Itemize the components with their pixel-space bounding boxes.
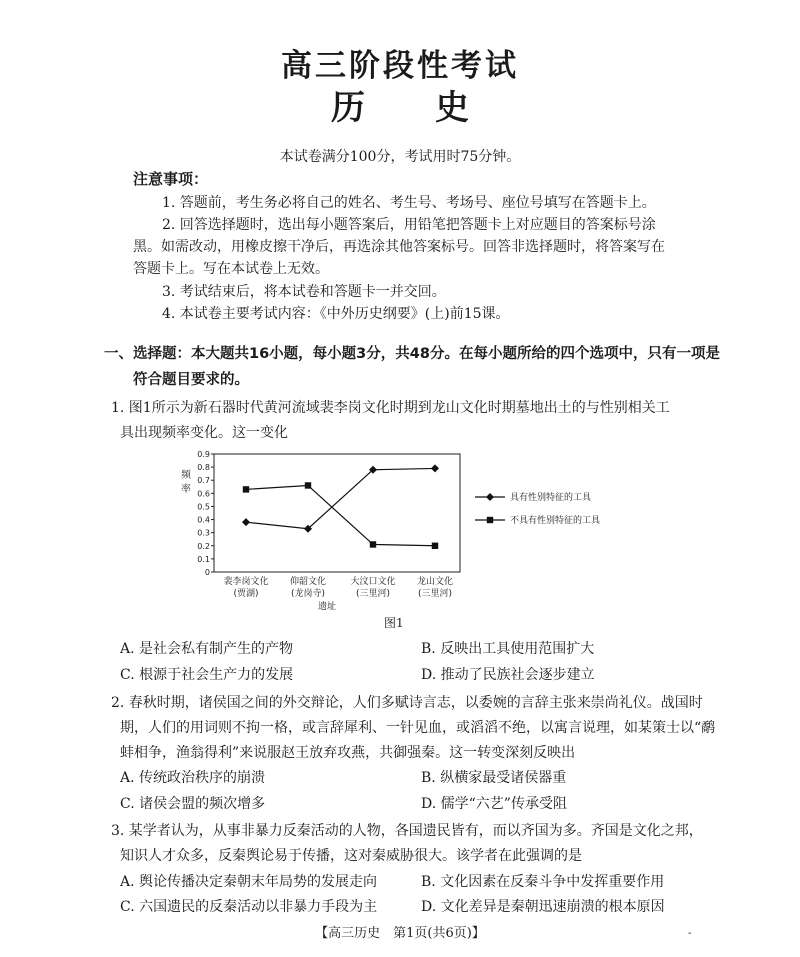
notice-line: 1. 答题前，考生务必将自己的姓名、考生号、考场号、座位号填写在答题卡上。 [162, 195, 656, 211]
legend-label: 具有性别特征的工具 [510, 493, 592, 503]
q2-option-c[interactable]: C. 诸侯会盟的频次增多 [120, 796, 266, 812]
x-tick-label: (三里河) [417, 589, 453, 599]
y-tick-label: 0.4 [197, 515, 210, 525]
subject-char-left: 历 [331, 88, 365, 128]
notice-line: 2. 回答选择题时，选出每小题答案后，用铅笔把答题卡上对应题目的答案标号涂 [162, 217, 656, 233]
question-2-stem: 2. 春秋时期，诸侯国之间的外交辩论，人们多赋诗言志，以委婉的言辞主张来崇尚礼仪。战国时 [111, 695, 703, 711]
question-3-stem: 3. 某学者认为，从事非暴力反秦活动的人物，各国遗民皆有，而以齐国为多。齐国是文化之邦， [111, 823, 703, 839]
question-2-stem: 蚌相争，渔翁得利”来说服赵王放弃攻燕，共御强秦。这一转变深刻反映出 [120, 745, 576, 761]
x-axis-label: 遗址 [317, 602, 337, 612]
figure-caption: 图1 [384, 616, 404, 630]
y-tick-label: 0.9 [197, 450, 210, 459]
q1-option-c[interactable]: C. 根源于社会生产力的发展 [120, 667, 294, 683]
question-2-stem: 期，人们的用词则不拘一格，或言辞犀利、一针见血，或滔滔不绝，以寓言说理，如某策士以“鹬 [120, 720, 716, 736]
y-tick-label: 0.5 [197, 502, 210, 512]
q2-option-b[interactable]: B. 纵横家最受诸侯器重 [421, 770, 567, 786]
section-heading-cont: 符合题目要求的。 [133, 372, 249, 388]
y-tick-label: 0.3 [197, 528, 210, 538]
exam-info: 本试卷满分100分，考试用时75分钟。 [279, 149, 521, 165]
x-tick-label: (三里河) [355, 589, 391, 599]
subject-title [0, 80, 800, 129]
data-point-diamond [242, 518, 250, 526]
plot-frame [214, 454, 460, 572]
y-axis-label: 频 [181, 470, 191, 481]
notice-heading: 注意事项： [133, 170, 209, 188]
x-tick-label: 大汶口文化 [350, 577, 396, 587]
q2-option-a[interactable]: A. 传统政治秩序的崩溃 [120, 770, 266, 786]
q3-option-d[interactable]: D. 文化差异是秦朝迅速崩溃的根本原因 [421, 899, 665, 915]
y-tick-label: 0 [204, 568, 210, 577]
question-1-stem: 具出现频率变化。这一变化 [120, 425, 288, 441]
y-tick-label: 0.1 [197, 554, 210, 564]
x-tick-label: (龙岗寺) [290, 589, 326, 599]
series-line [246, 468, 435, 528]
x-tick-label: 仰韶文化 [289, 577, 327, 587]
subject-char-right: 史 [435, 88, 469, 128]
notice-line: 黑。如需改动，用橡皮擦干净后，再选涂其他答案标号。回答非选择题时，将答案写在 [133, 239, 665, 255]
x-tick-label: 龙山文化 [416, 577, 454, 587]
exam-title: 高三阶段性考试 [281, 48, 519, 84]
question-3-stem: 知识人才众多，反秦舆论易于传播，这对秦威胁很大。该学者在此强调的是 [120, 848, 582, 864]
y-tick-label: 0.6 [197, 489, 210, 499]
corner-mark: - [688, 928, 692, 939]
q1-option-a[interactable]: A. 是社会私有制产生的产物 [120, 641, 294, 657]
y-tick-label: 0.7 [197, 476, 210, 486]
x-tick-label: (贾湖) [233, 589, 259, 599]
legend-marker-square [487, 517, 493, 523]
figure-1-chart [170, 448, 640, 638]
data-point-square [243, 486, 249, 492]
notice-line: 3. 考试结束后，将本试卷和答题卡一并交回。 [162, 284, 446, 300]
legend-label: 不具有性别特征的工具 [510, 516, 601, 526]
data-point-square [370, 541, 376, 547]
q3-option-c[interactable]: C. 六国遗民的反秦活动以非暴力手段为主 [120, 899, 378, 915]
x-tick-label: 裴李岗文化 [223, 577, 269, 587]
notice-line: 4. 本试卷主要考试内容：《中外历史纲要》(上)前15课。 [162, 306, 510, 322]
data-point-diamond [431, 464, 439, 472]
notice-line: 答题卡上。写在本试卷上无效。 [133, 261, 329, 277]
q2-option-d[interactable]: D. 儒学“六艺”传承受阻 [421, 796, 567, 812]
y-tick-label: 0.2 [197, 541, 210, 551]
page-footer: 【高三历史 第1页(共6页)】 [315, 926, 485, 941]
question-1-stem: 1. 图1所示为新石器时代黄河流域裴李岗文化时期到龙山文化时期墓地出土的与性别相关工 [111, 400, 670, 416]
y-axis-label: 率 [181, 484, 191, 495]
q1-option-d[interactable]: D. 推动了民族社会逐步建立 [421, 667, 595, 683]
legend-marker-diamond [486, 493, 494, 501]
data-point-square [305, 482, 311, 488]
section-heading: 一、选择题：本大题共16小题，每小题3分，共48分。在每小题所给的四个选项中，只有一项是 [104, 346, 720, 362]
q3-option-b[interactable]: B. 文化因素在反秦斗争中发挥重要作用 [421, 874, 665, 890]
data-point-square [432, 543, 438, 549]
y-tick-label: 0.8 [197, 463, 210, 473]
series-line [246, 485, 435, 545]
q3-option-a[interactable]: A. 舆论传播决定秦朝末年局势的发展走向 [120, 874, 378, 890]
q1-option-b[interactable]: B. 反映出工具使用范围扩大 [421, 641, 595, 657]
